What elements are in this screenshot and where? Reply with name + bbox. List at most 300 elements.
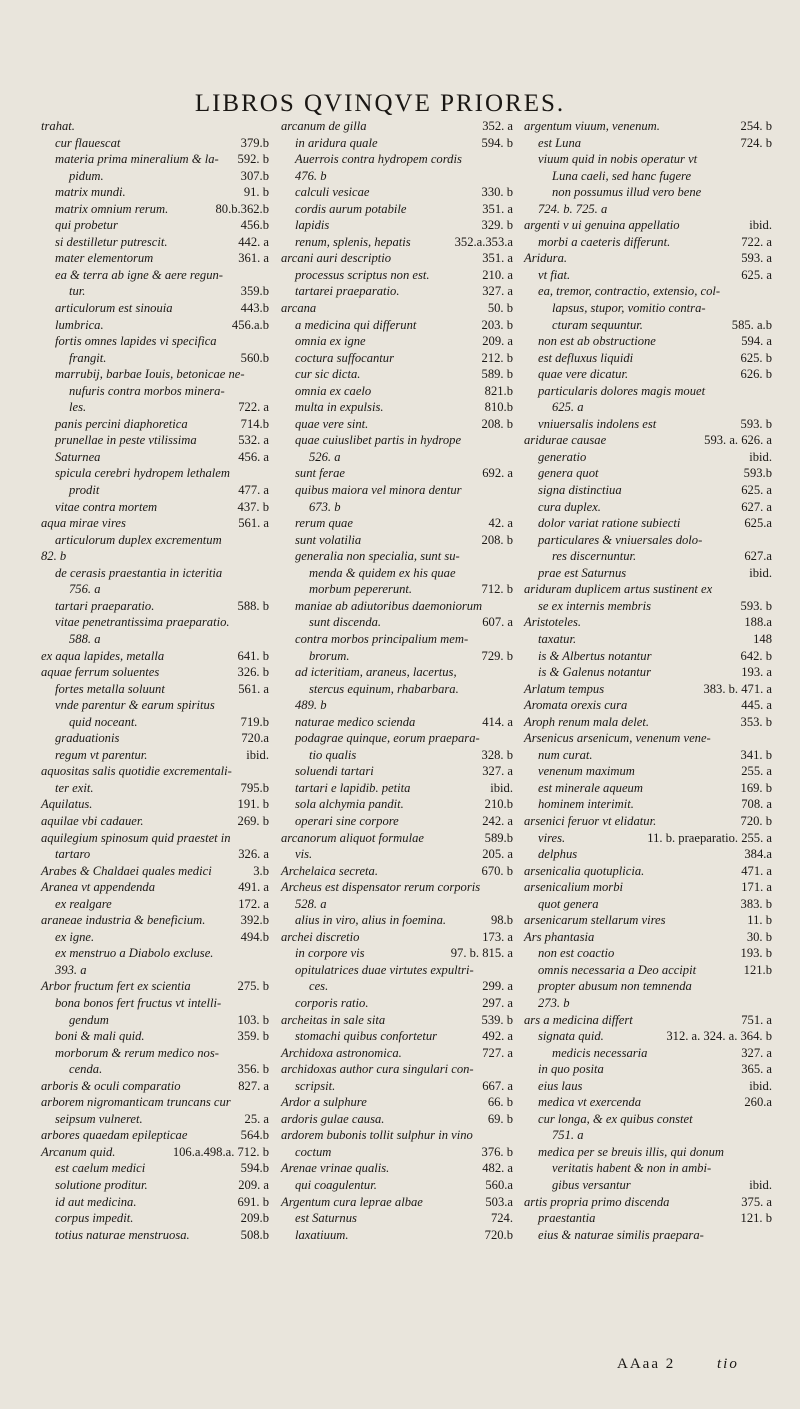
index-entry bbox=[41, 598, 269, 615]
entry-term: Archidoxa astronomica. bbox=[281, 1045, 402, 1060]
entry-term: morbi a caeteris differunt. bbox=[538, 234, 671, 249]
entry-term: est Luna bbox=[538, 135, 582, 150]
entry-term: matrix omnium rerum. bbox=[55, 201, 169, 216]
index-entry bbox=[41, 234, 269, 251]
entry-page-ref: 275. b bbox=[237, 979, 269, 994]
entry-page-ref: 97. b. 815. a bbox=[450, 946, 513, 961]
entry-page-ref: 593. b bbox=[740, 416, 772, 431]
entry-page-ref: 254. b bbox=[740, 119, 772, 133]
entry-page-ref: ibid. bbox=[749, 449, 772, 464]
entry-term: 82. b bbox=[41, 549, 67, 564]
entry-page-ref: 714.b bbox=[240, 416, 269, 431]
index-entry bbox=[41, 631, 269, 648]
entry-page-ref: 255. a bbox=[741, 764, 772, 779]
entry-page-ref: 327. a bbox=[482, 284, 513, 299]
entry-page-ref: 494.b bbox=[240, 929, 269, 944]
entry-page-ref: 625. a bbox=[741, 267, 772, 282]
entry-term: sunt ferae bbox=[295, 466, 346, 481]
entry-page-ref: 329. b bbox=[481, 218, 513, 233]
index-entry bbox=[41, 846, 269, 863]
entry-term: in corpore vis bbox=[295, 946, 365, 961]
index-entry bbox=[524, 763, 772, 780]
entry-term: signata quid. bbox=[538, 1029, 604, 1044]
entry-term: omnis necessaria a Deo accipit bbox=[538, 962, 697, 977]
index-entry bbox=[524, 151, 772, 168]
entry-term: particulares & vniuersales dolo- bbox=[538, 532, 703, 547]
index-entry bbox=[524, 978, 772, 995]
index-entry bbox=[524, 350, 772, 367]
index-entry bbox=[524, 1045, 772, 1062]
entry-page-ref: 708. a bbox=[741, 797, 772, 812]
index-entry bbox=[281, 416, 513, 433]
index-entry bbox=[524, 995, 772, 1012]
index-entry bbox=[281, 1094, 513, 1111]
entry-term: venenum maximum bbox=[538, 764, 635, 779]
index-entry bbox=[524, 250, 772, 267]
entry-page-ref: 503.a bbox=[485, 1194, 513, 1209]
index-entry bbox=[281, 250, 513, 267]
index-entry bbox=[281, 1210, 513, 1227]
entry-term: arcana bbox=[281, 301, 317, 316]
index-entry bbox=[281, 135, 513, 152]
entry-page-ref: 359.b bbox=[240, 284, 269, 299]
entry-page-ref: 588. b bbox=[237, 598, 269, 613]
index-entry bbox=[41, 482, 269, 499]
entry-page-ref: ibid. bbox=[246, 747, 269, 762]
index-entry bbox=[281, 912, 513, 929]
entry-term: Arbor fructum fert ex scientia bbox=[41, 979, 191, 994]
index-entry bbox=[281, 300, 513, 317]
entry-term: prae est Saturnus bbox=[538, 565, 627, 580]
index-entry bbox=[281, 945, 513, 962]
entry-page-ref: 379.b bbox=[240, 135, 269, 150]
entry-term: arbores quaedam epilepticae bbox=[41, 1128, 188, 1143]
index-entry bbox=[524, 383, 772, 400]
entry-term: stomachi quibus confortetur bbox=[295, 1029, 438, 1044]
index-entry bbox=[524, 929, 772, 946]
index-entry bbox=[524, 515, 772, 532]
entry-page-ref: 532. a bbox=[238, 433, 269, 448]
index-entry bbox=[281, 1111, 513, 1128]
entry-term: tio qualis bbox=[309, 747, 357, 762]
index-column-3 bbox=[524, 118, 772, 1243]
index-entry bbox=[524, 730, 772, 747]
entry-page-ref: 477. a bbox=[238, 483, 269, 498]
index-entry bbox=[41, 565, 269, 582]
entry-term: rerum quae bbox=[295, 516, 353, 531]
index-entry bbox=[281, 929, 513, 946]
entry-term: arsenicarum stellarum vires bbox=[524, 913, 666, 928]
index-entry bbox=[281, 465, 513, 482]
index-entry bbox=[524, 697, 772, 714]
entry-page-ref: 209. a bbox=[238, 1178, 269, 1192]
entry-page-ref: 482. a bbox=[482, 1161, 513, 1176]
index-entry bbox=[41, 317, 269, 334]
entry-term: si destilletur putrescit. bbox=[55, 234, 168, 249]
index-entry bbox=[524, 234, 772, 251]
index-entry bbox=[41, 730, 269, 747]
entry-term: de cerasis praestantia in icteritia bbox=[55, 565, 223, 580]
entry-page-ref: 795.b bbox=[240, 780, 269, 795]
index-entry bbox=[281, 432, 513, 449]
index-entry bbox=[524, 1177, 772, 1194]
index-entry bbox=[281, 565, 513, 582]
index-entry bbox=[41, 830, 269, 847]
index-entry bbox=[524, 135, 772, 152]
index-column-2 bbox=[281, 118, 513, 1243]
index-entry bbox=[524, 1144, 772, 1161]
entry-page-ref: 383. b. 471. a bbox=[703, 681, 772, 696]
index-entry bbox=[524, 780, 772, 797]
entry-page-ref: 670. b bbox=[481, 863, 513, 878]
entry-term: panis percini diaphoretica bbox=[55, 416, 188, 431]
entry-term: hominem interimit. bbox=[538, 797, 634, 812]
index-entry bbox=[281, 648, 513, 665]
entry-page-ref: 593. a. 626. a bbox=[704, 433, 772, 448]
entry-page-ref: 42. a bbox=[488, 516, 513, 531]
index-entry bbox=[524, 416, 772, 433]
entry-page-ref: 627. a bbox=[741, 499, 772, 514]
entry-term: aquilae vbi cadauer. bbox=[41, 813, 144, 828]
entry-page-ref: 539. b bbox=[481, 1012, 513, 1027]
index-entry bbox=[524, 548, 772, 565]
index-entry bbox=[281, 399, 513, 416]
index-entry bbox=[41, 780, 269, 797]
entry-term: renum, splenis, hepatis bbox=[295, 234, 411, 249]
entry-term: num curat. bbox=[538, 747, 593, 762]
entry-term: scripsit. bbox=[295, 1078, 336, 1093]
entry-term: Argentum cura leprae albae bbox=[281, 1194, 423, 1209]
entry-page-ref: 171. a bbox=[741, 880, 772, 895]
index-entry bbox=[524, 714, 772, 731]
index-entry bbox=[281, 333, 513, 350]
index-entry bbox=[524, 631, 772, 648]
entry-term: aqua mirae vires bbox=[41, 516, 126, 531]
entry-term: operari sine corpore bbox=[295, 813, 399, 828]
entry-page-ref: 729. b bbox=[481, 648, 513, 663]
entry-page-ref: 365. a bbox=[741, 1062, 772, 1077]
entry-page-ref: 810.b bbox=[484, 400, 513, 415]
entry-term: totius naturae menstruosa. bbox=[55, 1227, 190, 1242]
entry-page-ref: 691. b bbox=[237, 1194, 269, 1209]
entry-page-ref: 443.b bbox=[240, 301, 269, 316]
entry-term: articulorum duplex excrementum bbox=[55, 532, 222, 547]
entry-term: argentum viuum, venenum. bbox=[524, 119, 660, 133]
entry-term: Auerrois contra hydropem cordis bbox=[295, 152, 462, 167]
entry-page-ref: 593. b bbox=[740, 598, 772, 613]
index-entry bbox=[281, 151, 513, 168]
entry-page-ref: 208. b bbox=[481, 532, 513, 547]
entry-page-ref: 188.a bbox=[744, 615, 772, 630]
index-entry bbox=[41, 1045, 269, 1062]
entry-term: vt fiat. bbox=[538, 267, 571, 282]
index-entry bbox=[41, 1127, 269, 1144]
index-entry bbox=[281, 350, 513, 367]
entry-term: processus scriptus non est. bbox=[295, 267, 430, 282]
entry-page-ref: 312. a. 324. a. 364. b bbox=[666, 1029, 772, 1044]
entry-term: arborem nigromanticam truncans cur bbox=[41, 1095, 231, 1110]
index-entry bbox=[41, 929, 269, 946]
entry-page-ref: 299. a bbox=[482, 979, 513, 994]
index-entry bbox=[524, 201, 772, 218]
index-entry bbox=[41, 962, 269, 979]
entry-page-ref: 827. a bbox=[238, 1078, 269, 1093]
entry-term: ea, tremor, contractio, extensio, col- bbox=[538, 284, 721, 299]
entry-term: veritatis habent & non in ambi- bbox=[552, 1161, 712, 1176]
index-entry bbox=[41, 1177, 269, 1194]
index-entry bbox=[41, 1111, 269, 1128]
index-entry bbox=[281, 1028, 513, 1045]
index-entry bbox=[524, 565, 772, 582]
entry-term: laxatiuum. bbox=[295, 1227, 349, 1242]
index-entry bbox=[281, 201, 513, 218]
entry-term: morbum pepererunt. bbox=[309, 582, 413, 597]
index-entry bbox=[41, 1144, 269, 1161]
index-entry bbox=[524, 962, 772, 979]
entry-term: generalia non specialia, sunt su- bbox=[295, 549, 460, 564]
entry-page-ref: 191. b bbox=[237, 797, 269, 812]
index-entry bbox=[524, 846, 772, 863]
entry-page-ref: 641. b bbox=[237, 648, 269, 663]
index-entry bbox=[41, 432, 269, 449]
index-entry bbox=[281, 614, 513, 631]
entry-term: solutione proditur. bbox=[55, 1178, 148, 1192]
entry-page-ref: 91. b bbox=[243, 185, 269, 200]
index-entry bbox=[524, 896, 772, 913]
entry-page-ref: 353. b bbox=[740, 714, 772, 729]
entry-term: vitae penetrantissima praeparatio. bbox=[55, 615, 230, 630]
index-entry bbox=[524, 614, 772, 631]
index-entry bbox=[524, 681, 772, 698]
index-entry bbox=[41, 300, 269, 317]
entry-page-ref: 589.b bbox=[484, 830, 513, 845]
index-entry bbox=[41, 383, 269, 400]
index-entry bbox=[41, 1012, 269, 1029]
index-entry bbox=[281, 1194, 513, 1211]
entry-page-ref: 356. b bbox=[237, 1062, 269, 1077]
entry-page-ref: 376. b bbox=[481, 1144, 513, 1159]
entry-term: araneae industria & beneficium. bbox=[41, 913, 206, 928]
entry-page-ref: 437. b bbox=[237, 499, 269, 514]
index-entry bbox=[281, 548, 513, 565]
index-entry bbox=[281, 515, 513, 532]
index-entry bbox=[41, 1078, 269, 1095]
index-entry bbox=[524, 1210, 772, 1227]
entry-term: cur sic dicta. bbox=[295, 367, 361, 382]
entry-page-ref: 210.b bbox=[484, 797, 513, 812]
entry-page-ref: 625.a bbox=[744, 516, 772, 531]
entry-page-ref: 692. a bbox=[482, 466, 513, 481]
entry-term: podagrae quinque, eorum praepara- bbox=[295, 731, 480, 746]
entry-term: argenti v ui genuina appellatio bbox=[524, 218, 680, 233]
entry-term: se ex internis membris bbox=[538, 598, 651, 613]
entry-term: eius laus bbox=[538, 1078, 583, 1093]
entry-term: lumbrica. bbox=[55, 317, 104, 332]
index-entry bbox=[524, 300, 772, 317]
index-entry bbox=[281, 184, 513, 201]
entry-page-ref: ibid. bbox=[749, 1078, 772, 1093]
index-entry bbox=[281, 1227, 513, 1244]
index-entry bbox=[281, 532, 513, 549]
entry-term: 393. a bbox=[55, 962, 87, 977]
entry-term: delphus bbox=[538, 847, 578, 862]
entry-term: spicula cerebri hydropem lethalem bbox=[55, 466, 230, 481]
entry-term: Archeus est dispensator rerum corporis bbox=[281, 880, 481, 895]
entry-term: arcanorum aliquot formulae bbox=[281, 830, 424, 845]
index-entry bbox=[524, 664, 772, 681]
entry-term: vis. bbox=[295, 847, 313, 862]
index-entry bbox=[281, 730, 513, 747]
entry-page-ref: 384.a bbox=[744, 847, 772, 862]
entry-term: marrubij, barbae Iouis, betonicae ne- bbox=[55, 367, 245, 382]
index-entry bbox=[41, 201, 269, 218]
entry-term: 751. a bbox=[552, 1128, 584, 1143]
entry-page-ref: 66. b bbox=[487, 1095, 513, 1110]
index-entry bbox=[524, 1194, 772, 1211]
entry-term: Arlatum tempus bbox=[524, 681, 605, 696]
entry-term: Ars phantasia bbox=[524, 929, 595, 944]
entry-term: a medicina qui differunt bbox=[295, 317, 417, 332]
index-entry bbox=[41, 1028, 269, 1045]
index-entry bbox=[281, 714, 513, 731]
entry-term: quae cuiuslibet partis in hydrope bbox=[295, 433, 462, 448]
entry-term: tur. bbox=[69, 284, 86, 299]
entry-term: ex realgare bbox=[55, 896, 112, 911]
index-entry bbox=[41, 399, 269, 416]
entry-page-ref: 712. b bbox=[481, 582, 513, 597]
entry-term: materia prima mineralium & la- bbox=[55, 152, 219, 167]
entry-page-ref: 193. a bbox=[741, 665, 772, 680]
entry-term: mater elementorum bbox=[55, 251, 154, 266]
entry-page-ref: 724. bbox=[490, 1211, 513, 1226]
entry-term: trahat. bbox=[41, 119, 75, 133]
entry-term: signa distinctiua bbox=[538, 483, 622, 498]
entry-term: is & Albertus notantur bbox=[538, 648, 652, 663]
entry-page-ref: 492. a bbox=[482, 1029, 513, 1044]
index-entry bbox=[41, 416, 269, 433]
entry-term: les. bbox=[69, 400, 87, 415]
entry-term: aridurae causae bbox=[524, 433, 607, 448]
entry-term: ter exit. bbox=[55, 780, 94, 795]
index-entry bbox=[281, 499, 513, 516]
index-entry bbox=[524, 449, 772, 466]
entry-term: graduationis bbox=[55, 731, 120, 746]
entry-term: res discernuntur. bbox=[552, 549, 637, 564]
index-entry bbox=[524, 499, 772, 516]
index-entry bbox=[524, 1028, 772, 1045]
entry-term: prodit bbox=[69, 483, 100, 498]
entry-term: morborum & rerum medico nos- bbox=[55, 1045, 219, 1060]
entry-page-ref: 375. a bbox=[741, 1194, 772, 1209]
index-entry bbox=[281, 168, 513, 185]
entry-term: 273. b bbox=[538, 995, 570, 1010]
entry-page-ref: 327. a bbox=[741, 1045, 772, 1060]
entry-term: sola alchymia pandit. bbox=[295, 797, 404, 812]
index-entry bbox=[281, 1061, 513, 1078]
index-entry bbox=[524, 399, 772, 416]
index-entry bbox=[281, 1127, 513, 1144]
index-entry bbox=[281, 813, 513, 830]
index-entry bbox=[281, 598, 513, 615]
entry-page-ref: 564.b bbox=[240, 1128, 269, 1143]
index-entry bbox=[281, 697, 513, 714]
index-entry bbox=[524, 333, 772, 350]
entry-term: Arabes & Chaldaei quales medici bbox=[41, 863, 212, 878]
entry-page-ref: 456. a bbox=[238, 449, 269, 464]
entry-term: in quo posita bbox=[538, 1062, 604, 1077]
entry-page-ref: 193. b bbox=[740, 946, 772, 961]
entry-term: qui coagulentur. bbox=[295, 1178, 377, 1192]
index-entry bbox=[281, 1144, 513, 1161]
entry-page-ref: 297. a bbox=[482, 995, 513, 1010]
entry-page-ref: 50. b bbox=[487, 301, 513, 316]
entry-page-ref: 471. a bbox=[741, 863, 772, 878]
index-entry bbox=[281, 747, 513, 764]
index-entry bbox=[281, 780, 513, 797]
entry-page-ref: 724. b bbox=[740, 135, 772, 150]
index-entry bbox=[281, 366, 513, 383]
entry-term: 489. b bbox=[295, 698, 327, 713]
entry-page-ref: 585. a.b bbox=[731, 317, 772, 332]
entry-term: quae vere dicatur. bbox=[538, 367, 629, 382]
entry-page-ref: 361. a bbox=[238, 251, 269, 266]
entry-page-ref: 242. a bbox=[482, 813, 513, 828]
index-entry bbox=[281, 1012, 513, 1029]
index-entry bbox=[41, 614, 269, 631]
index-entry bbox=[281, 283, 513, 300]
index-entry bbox=[41, 1194, 269, 1211]
index-entry bbox=[41, 863, 269, 880]
entry-page-ref: 720.a bbox=[241, 731, 269, 746]
index-entry bbox=[524, 118, 772, 135]
entry-term: quibus maiora vel minora dentur bbox=[295, 483, 462, 498]
entry-page-ref: 209.b bbox=[240, 1211, 269, 1226]
entry-term: vires. bbox=[538, 830, 566, 845]
entry-term: brorum. bbox=[309, 648, 350, 663]
index-entry bbox=[524, 1111, 772, 1128]
entry-page-ref: 592. b bbox=[237, 152, 269, 167]
entry-term: Luna caeli, sed hanc fugere bbox=[552, 168, 692, 183]
index-entry bbox=[281, 962, 513, 979]
entry-page-ref: ibid. bbox=[749, 565, 772, 580]
index-entry bbox=[281, 978, 513, 995]
entry-term: Aromata orexis cura bbox=[524, 698, 628, 713]
index-entry bbox=[524, 1227, 772, 1244]
index-entry bbox=[524, 184, 772, 201]
index-entry bbox=[524, 1094, 772, 1111]
index-entry bbox=[281, 763, 513, 780]
entry-term: ariduram duplicem artus sustinent ex bbox=[524, 582, 713, 597]
entry-term: prunellae in peste vtilissima bbox=[55, 433, 197, 448]
entry-page-ref: 351. a bbox=[482, 251, 513, 266]
index-entry bbox=[524, 432, 772, 449]
entry-term: Aranea vt appendenda bbox=[41, 880, 156, 895]
index-entry bbox=[41, 681, 269, 698]
entry-term: cordis aurum potabile bbox=[295, 201, 407, 216]
entry-page-ref: 560.b bbox=[240, 350, 269, 365]
entry-page-ref: 442. a bbox=[238, 234, 269, 249]
entry-term: frangit. bbox=[69, 350, 107, 365]
index-entry bbox=[524, 879, 772, 896]
entry-term: vniuersalis indolens est bbox=[538, 416, 657, 431]
entry-term: id aut medicina. bbox=[55, 1194, 137, 1209]
index-entry bbox=[41, 267, 269, 284]
index-entry bbox=[281, 879, 513, 896]
entry-term: ex igne. bbox=[55, 929, 95, 944]
index-entry bbox=[41, 581, 269, 598]
entry-term: alius in viro, alius in foemina. bbox=[295, 913, 447, 928]
entry-term: bona bonos fert fructus vt intelli- bbox=[55, 995, 222, 1010]
